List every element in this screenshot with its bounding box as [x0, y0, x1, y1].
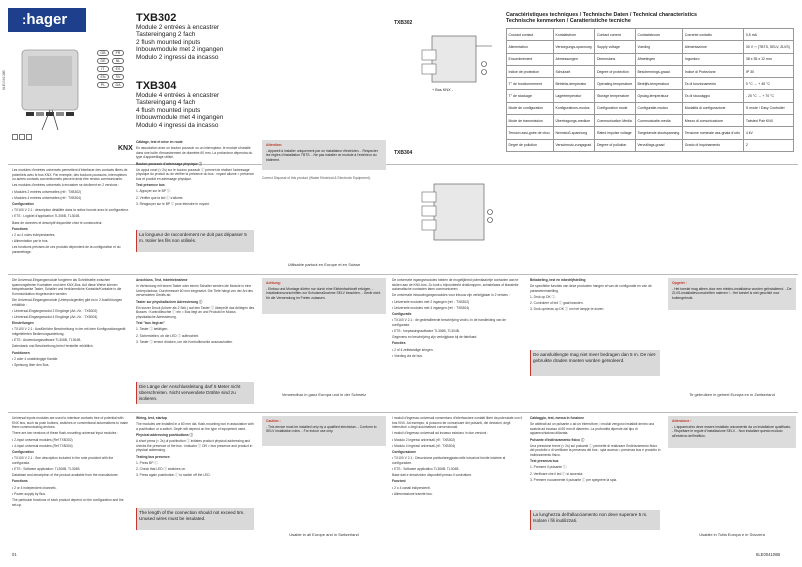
lang-badge: FR: [112, 50, 124, 56]
fr-intro: Les modules d'entrées universels permettent d'interfacer des contacts libres de potentiels avec le bus KNX. Par exemple, des boutons poussoirs, interrupteurs ou autres contacts conventionnels peuvent ainsi être rendus communicants.: [12, 168, 128, 182]
tech-cell: Storage temperature: [595, 90, 636, 102]
product-line: Inbouwmodule met 4 ingangen: [136, 114, 224, 122]
lang-badge: EN: [97, 74, 109, 80]
tech-row: [507, 41, 794, 53]
tech-cell: Ta di funzionamento: [683, 78, 744, 90]
nl-config-title: Configuratie: [392, 312, 412, 317]
product-line: Inbouwmodule met 2 ingangen: [136, 46, 224, 54]
doc-code-vertical: 6LE004108B: [2, 70, 6, 90]
tech-cell: Supply voltage: [595, 41, 636, 53]
nl-function: • Voeding via de bus.: [392, 353, 423, 358]
tech-cell: Übertragungs-medium: [553, 115, 595, 127]
tech-cell: 0,5 mA: [744, 29, 794, 41]
tech-cell: Degree of protection: [595, 65, 636, 77]
tech-row: [507, 115, 794, 127]
fr-warning: - Appareil à installer uniquement par un installateur électricien. - Respecter les règles d'installation TBTS. - Ne pas installer ce module à l'extérieur du bâtiment.: [266, 148, 378, 162]
knx-label: KNX: [118, 145, 133, 152]
de-footer: Verwendbar in ganz Europa und in der Schweiz: [281, 392, 367, 397]
nl-basis: Gegevens en beschrijving zijn verkrijgbaar bij de fabrikant.: [392, 335, 478, 340]
it-test-step: 3. Premere nuovamente il pulsante ⓘ per spegnere la spia.: [530, 477, 618, 482]
tech-cell: Nennstoß-spannung: [553, 127, 595, 139]
tech-cell: Contactstroom: [635, 29, 682, 41]
it-cabling-title: Cablaggio, test, messa in funzione: [530, 416, 585, 420]
diagram-label-txb302: TXB302: [394, 20, 413, 26]
tech-cell: Bedrijfs-temperatuur: [635, 78, 682, 90]
en-intro: Universal inputs modules are used to interface contacts free of potential with KNX bus, such as push buttons, switches or conventional automatisms to make them communicating devices.: [12, 416, 128, 430]
de-function: • Speisung über den Bus.: [12, 363, 50, 368]
diagram-label-txb304: TXB304: [394, 150, 413, 156]
product-line: Module 4 entrées à encastrer: [136, 92, 220, 99]
doc-code-footer: 6LE004108B: [756, 552, 781, 557]
de-warning: - Einbau und Montage dürfen nur durch eine Elektrofachkraft erfolgen. - Installationsvorschriften zur Schutzmaßnahme SELV beachten. - Gerät nicht für die Verwendung im Freien zulassen.: [266, 286, 381, 300]
product-photo: [12, 38, 88, 134]
section-en-cabling: [136, 416, 256, 479]
nl-warning-box: [668, 278, 796, 310]
tech-title-line: Technische kenmerken / Caratteristiche tecniche: [506, 18, 631, 25]
en-function: • 2 or 4 independent channels.: [12, 485, 57, 490]
fr-cabling-title: Câblage, test et mise en route: [136, 140, 183, 144]
de-list-item: • Universal-Eingangsmodul 2 Eingänge (Art.-Nr. : TXB302): [12, 308, 98, 313]
tech-cell: Grado di inquinamento: [683, 139, 744, 151]
fr-addr-title: Bouton poussoir d'adressage physique ⓘ: [136, 161, 202, 166]
tech-cell: Encombrement: [507, 53, 554, 65]
nl-test-step: 2. Controleer of led ⓘ gaat branden.: [530, 301, 584, 306]
tech-cell: Configuration mode: [595, 102, 636, 114]
fr-warning-title: Attention:: [266, 143, 283, 147]
section-fr-cabling: [136, 140, 256, 208]
tech-cell: Beschermings-graad: [635, 65, 682, 77]
tech-cell: Mode de configuration: [507, 102, 554, 114]
page-number: 01: [12, 552, 17, 557]
fr-warning-box: [262, 140, 386, 170]
nl-intro: De universele ingangsmodules bieden de mogelijkheid potentiaalvrije contacten aan te sluiten aan de KNX-bus. Zo kunt u bijvoorbeeld drukknoppen, schakelaars of klassieke automatische contacten laten communiceren.: [392, 278, 519, 292]
product-line: Tastereingang 4 fach: [136, 99, 196, 107]
de-highlight: Die Länge der Anschlussleitung darf 5 Meter nicht überschreiten. Nicht verwendete Drähte sind zu isolieren.: [139, 384, 241, 401]
weee-mark-icon: [26, 134, 32, 140]
product-code: TXB304: [136, 80, 177, 92]
tech-cell: Abmessungen: [553, 53, 595, 65]
tech-cell: Lagertemperatur: [553, 90, 595, 102]
tech-table: [506, 28, 794, 152]
it-basis: Base dati e descrizione disponibili presso il costruttore.: [392, 473, 473, 478]
fr-test-step: 2. Vérifier que la led ⓘ s'allume.: [136, 195, 184, 200]
de-cabling-title: Anschluss, Test, Inbetriebnahme: [136, 278, 188, 282]
tech-cell: Versorgungs-spannung: [553, 41, 595, 53]
section-nl-cabling: [530, 278, 662, 314]
fr-basis: Base de données et descriptif disponible chez le constructeur.: [12, 220, 103, 225]
nl-test-step: 1. Druk op DK ⓘ.: [530, 295, 556, 300]
section-it-cabling: [530, 416, 662, 484]
de-basis: Datenbank und Beschreibung beim Hersteller erhältlich.: [12, 344, 94, 349]
en-highlight: The length of the connection should not exceed 5m. Unused wires must be insulated.: [139, 510, 245, 521]
tech-cell: Konfigurations-modus: [553, 102, 595, 114]
fr-list-item: • Modules 2 entrées universelles (réf : TXB302): [12, 189, 82, 194]
product-line: 2 flush mounted inputs: [136, 38, 201, 46]
nl-config-item: • TX100 V 2.1 : de gedetailleerde beschrijving vindt u in de handleiding van de configurator.: [392, 318, 506, 327]
product-title-txb302: [136, 12, 256, 61]
nl-list-item: • Universele modules met 2 ingangen (ref. : TXB302): [392, 299, 470, 304]
tech-cell: Operating temperature: [595, 78, 636, 90]
it-footer: Usabile in Tutta Europa e in Svizzera: [699, 532, 765, 537]
it-test-title: Test presenza bus: [530, 459, 559, 464]
tech-cell: IP 30: [744, 65, 794, 77]
tech-cell: Configuratie-modus: [635, 102, 682, 114]
fr-test-step: 1. Appuyer sur le BP ⓘ.: [136, 189, 172, 194]
tech-cell: Afmetingen: [635, 53, 682, 65]
lang-badge: NL: [112, 58, 124, 64]
tech-row: [507, 90, 794, 102]
section-de-intro: [12, 278, 130, 369]
tech-row: [507, 29, 794, 41]
tech-cell: Mode de transmission: [507, 115, 554, 127]
en-config-item: • ETS : Software application: TL306B, TL304B.: [12, 467, 81, 472]
en-footer: Usable in all Europe and in Switzerland: [289, 532, 359, 537]
de-config-item: • ETS : Anwendungssoftware TL306B, TL304B.: [12, 338, 82, 343]
en-highlight-box: [136, 508, 254, 530]
ce-mark-icon: [12, 134, 18, 140]
fr-list-title: Les modules d'entrées universels à encastrer se déclinent en 2 versions :: [12, 183, 120, 188]
de-addr: Ein kurzer Druck (kürzer als 2 Sek.) auf den Taster ⓘ überprüft das Anliegen des Busses : Kontrollleuchte ⓘ ein = Bus liegt an und Produkt im Modus physikalische Adressierung.: [136, 305, 255, 320]
tech-cell: Twisted Pair KNX: [744, 115, 794, 127]
de-config-item: • TX100 V 2.1 : Ausführliche Beschreibung in der mit dem Konfigurationsgerät mitgelieferten Bedienungsanleitung.: [12, 327, 126, 337]
fr-weee: Correct Disposal of this product (Waste Electrical & Electronic Equipment).: [262, 176, 371, 180]
bus-label: + Bus KNX -: [432, 88, 453, 92]
lang-badge: DA: [112, 82, 124, 88]
tech-cell: Tensione nominale ass-gnata d'urto: [683, 127, 744, 139]
tech-cell: Mezzo di comunicazione: [683, 115, 744, 127]
product-line: Modulo 2 ingressi da incasso: [136, 53, 219, 61]
tech-cell: T° de fonctionnement: [507, 78, 554, 90]
nl-highlight-box: [530, 350, 660, 376]
fr-extra: Les fonctions précises de ces produits dépendent de la configuration et du paramétrage.: [12, 245, 121, 255]
nl-warning-title: Opgelet :: [672, 281, 687, 285]
tech-row: [507, 139, 794, 151]
lang-badge: IT: [97, 66, 109, 72]
de-test-step: 3. Taster ⓘ erneut drücken, um die Kontrollleuchte auszuschalten.: [136, 339, 234, 344]
lang-badge: GB: [97, 50, 109, 56]
hager-logo: :hager: [8, 8, 86, 32]
tech-cell: Courant contact: [507, 29, 554, 41]
fr-cabling: En association avec un bouton poussoir ou un interrupteur, le module s'installe dans une boîte d'encastrement de diamètre 60 mm. La profondeur dépendra du type d'appareillage utilisé.: [136, 146, 253, 160]
tech-cell: Communication Media: [595, 115, 636, 127]
lang-badge: SV: [112, 74, 124, 80]
product-line: 4 flush mounted inputs: [136, 106, 201, 114]
tech-cell: Tension assi-gnée de choc: [507, 127, 554, 139]
it-functions-title: Funzioni: [392, 479, 406, 484]
lang-badge: PL: [97, 82, 109, 88]
de-list-title: Die Universal-Eingangsmodule (Unterputzgeräte) gibt es in 2 Ausführungen erhältlich :: [12, 298, 123, 307]
section-it-intro: [392, 416, 524, 498]
en-test-step: 2. Check that LED ⓘ switches on.: [136, 467, 187, 472]
it-highlight-box: [530, 510, 660, 530]
it-config-item: • ETS : Software applicativo TL306B, TL304B.: [392, 467, 460, 472]
product-line: Module 2 entrées à encastrer: [136, 24, 220, 31]
tech-cell: Degree of pollution: [595, 139, 636, 151]
en-config-item: • TX100 V 2.1 : See description included in the note provided with the configurator.: [12, 456, 114, 465]
nl-list-item: • Universele modules met 4 ingangen (ref. : TXB304): [392, 305, 470, 310]
fr-test-step: 3. Réappuyer sur le BP ⓘ pour éteindre le voyant.: [136, 201, 210, 206]
en-addr: A short press (< 2s) of pushbutton ⓘ initiates product physical addressing and checks the presence of the bus : indicator ⓘ ON = bus presence and product in physical addressing.: [136, 439, 253, 453]
tech-cell: Corrente contatto: [683, 29, 744, 41]
tech-row: [507, 127, 794, 139]
it-test-step: 1. Premere il pulsante ⓘ.: [530, 465, 568, 470]
de-test-title: Test "bus liegt an": [136, 321, 165, 326]
en-list-item: • 2-input universal modules (Ref TXB302): [12, 437, 73, 442]
product-line: Tastereingang 2 fach: [136, 31, 196, 39]
de-warning-title: Achtung:: [266, 281, 281, 285]
tech-cell: Opslag-temperatuur: [635, 90, 682, 102]
it-warning-title: Attenzione :: [672, 419, 692, 423]
en-warning: - This device must be installed only by a qualified electrician. - Conform to SELV installation rules. - For indoor use only.: [266, 424, 377, 434]
en-warning-title: Caution :: [266, 419, 281, 423]
it-list-item: • Modulo 2 ingressi universali (rif : TXB302): [392, 437, 456, 442]
fr-footer: Utilisable partout en Europe et en Suisse: [287, 262, 361, 267]
nl-test-step: 3. Druk opnieuw op DK ⓘ om het lampje te doven.: [530, 307, 605, 312]
tech-cell: Alimentazione: [683, 41, 744, 53]
product-code: TXB302: [136, 12, 177, 24]
en-function: • Power-supply by Bus.: [12, 491, 46, 496]
tech-cell: Schutzart: [553, 65, 595, 77]
tech-cell: Kontaktstrom: [553, 29, 595, 41]
tech-cell: Voeding: [635, 41, 682, 53]
nl-functions-title: Functies: [392, 341, 406, 346]
language-badges: [97, 50, 124, 88]
fr-config-item: • ETS : Logiciel d'application TL306B, TL304B.: [12, 214, 81, 219]
section-nl-intro: [392, 278, 524, 360]
tech-cell: Communicatie-media: [635, 115, 682, 127]
de-intro: Die Universal-Eingangsmodule fungieren als Schnittstelle zwischen spannungsfreien Kontakten und dem KNX-Bus. Auf diese Weise können beispielsweise Taster, Schalter und herkömmliche Kontakte/Kontakte in die Kommunikation eingebunden werden.: [12, 278, 122, 296]
de-warning-box: [262, 278, 386, 314]
en-test-step: 3. Press again pushbutton ⓘ to switch off the LED.: [136, 473, 211, 478]
de-test-step: 1. Taster ⓘ betätigen.: [136, 327, 169, 332]
fr-config-title: Configuration: [12, 202, 34, 207]
tech-cell: Vervuilings-graad: [635, 139, 682, 151]
tech-cell: 4 kV: [744, 127, 794, 139]
en-list-item: • 4-input universal modules (Ref TXB304): [12, 443, 73, 448]
tech-cell: 2: [744, 139, 794, 151]
nl-footer: Te gebruiken in geheel Europa en in Zwitserland: [689, 392, 775, 397]
tech-cell: Indice di Protezione: [683, 65, 744, 77]
nl-function: • 2 of 4 zelfstandige kringen.: [392, 347, 434, 352]
fr-test-title: Test présence bus: [136, 183, 165, 188]
nl-highlight: De aansluitlengte mag niet meer bedragen dan 5 m. De niet-gebruikte draden moeten worden geïsoleerd.: [533, 352, 657, 363]
tech-cell: 0 °C → + 45 °C: [744, 78, 794, 90]
en-functions-title: Functions: [12, 479, 28, 484]
tech-cell: T° de stockage: [507, 90, 554, 102]
tech-cell: Rated impulse voltage: [595, 127, 636, 139]
tech-title-line: Caractéristiques techniques / Technische Daten / Technical characteristics: [506, 12, 697, 18]
nl-cabling: De specifieke functies van deze producten hangen af van de configuratie en van de parameterinstelling.: [530, 284, 652, 293]
tech-cell: 30 V ⎓ (TBTS, SELV, ZLVS): [744, 41, 794, 53]
tech-row: [507, 65, 794, 77]
de-test-step: 2. Sicherstellen, ob die LED ⓘ aufleuchtet.: [136, 333, 199, 338]
en-extra: The particular functions of each product depend on the configuration and the set-up.: [12, 498, 124, 507]
lang-badge: ES: [112, 66, 124, 72]
de-function: • 2 oder 4 unabhängige Kanäle.: [12, 356, 59, 361]
it-highlight: La lunghezza dell'allacciamento non deve superare 5 m. Isolare i fili inutilizzati.: [533, 512, 648, 523]
it-addr-title: Pulsante d'indirizzamento fisico ⓘ: [530, 437, 585, 442]
fr-functions-title: Fonctions: [12, 226, 28, 231]
it-addr: Una pressione breve (< 2s) sul pulsante ⓘ permette di realizzare l'indirizzamento fisico del prodotto o di verificare la presenza del bus : spia accesa = presenza bus e prodotto in indirizzamento fisico.: [530, 443, 661, 458]
fr-addr: Un appui court (< 2s) sur le bouton poussoir ⓘ permet de réaliser l'adressage physique du produit ou de vérifier la présence du bus : voyant allumé = présence bus et produit en adressage physique.: [136, 167, 254, 182]
de-config-title: Einstellungen: [12, 321, 34, 326]
section-de-cabling: [136, 278, 256, 346]
fr-highlight: La longueur de raccordement ne doit pas dépasser 5 m. Isoler les fils non utilisés.: [139, 232, 247, 243]
fr-function: • 2 ou 4 voies indépendantes.: [12, 233, 56, 238]
tech-cell: Degré de pollution: [507, 139, 554, 151]
de-highlight-box: [136, 382, 254, 404]
de-list-item: • Universal-Eingangsmodul 4 Eingänge (Art.-Nr. : TXB304): [12, 315, 98, 320]
tech-cell: Toegekende stootspanning: [635, 127, 682, 139]
tech-cell: 38 x 35 x 12 mm: [744, 53, 794, 65]
nl-warning: - Het toestel mag alleen door een elektro-installateur worden geïnstalleerd. - De ZLVS-installatievoorschriften naleven ! - Het toestel is niet geschikt voor buitengebruik.: [672, 286, 792, 300]
fr-highlight-box: [136, 230, 254, 252]
nl-cabling-title: Bekabeling, test en inbedrijfstelling: [530, 278, 586, 282]
tech-title: [506, 12, 796, 24]
en-config-title: Configuration: [12, 450, 34, 455]
en-cabling: The modules are installed in a 60 mm dia. flush-mounting box in association with a pushbutton or a switch. Depth will depend on the type of equipment used.: [136, 422, 254, 431]
it-intro: I moduli d'ingresso universali consentono d'interfacciare contatti liberi da potenziale con il bus KNX. Ad esempio, si possono far comunicare dei pulsanti, dei deviatori, degli interruttori o degli automatismi convenzionali.: [392, 416, 523, 430]
tech-cell: Ta di stoccaggio: [683, 90, 744, 102]
tech-cell: Indice de protection: [507, 65, 554, 77]
it-config-title: Configurazione: [392, 450, 416, 455]
tech-cell: Modalità di configurazione: [683, 102, 744, 114]
tech-row: [507, 78, 794, 90]
en-list-title: There are two versions of these flush-mounting universal input modules :: [12, 431, 119, 436]
en-test-step: 1. Press BP ⓘ.: [136, 460, 159, 465]
it-list-title: I moduli d'ingresso universali ad incasso esistono in due versioni :: [392, 431, 489, 436]
product-title-txb304: [136, 80, 256, 129]
ce-marks: [12, 134, 32, 140]
de-functions-title: Funktionen: [12, 350, 30, 355]
tech-cell: - 20 °C → + 70 °C: [744, 90, 794, 102]
lang-badge: DE: [97, 58, 109, 64]
it-list-item: • Modulo 4 ingressi universali (rif : TXB304): [392, 443, 456, 448]
fr-config-item: • TX100 V 2.1 : description détaillée dans la notice fournie avec le configurateur.: [12, 208, 129, 213]
section-en-intro: [12, 416, 130, 509]
it-cabling: Se abbinati ad un pulsante o ad un interruttore, i moduli vengono installati dentro una scatola ad incasso di 60 mm di diametro. La profondità dipende dal tipo di apparecchiatura utilizzata.: [530, 422, 655, 436]
tech-cell: Verschmutz-zungsgrad: [553, 139, 595, 151]
it-function: • Alimentazione tramite bus.: [392, 491, 433, 496]
section-fr-intro: [12, 168, 130, 256]
tech-cell: S mode / Easy Controller: [744, 102, 794, 114]
de-addr-title: Taster zur physikalischen Adressierung ⓘ: [136, 299, 203, 304]
tp-mark-icon: [19, 134, 25, 140]
nl-list-title: De universele inbouwingangsmodules voor inbouw zijn verkrijgbaar in 2 versies :: [392, 293, 510, 298]
de-cabling: In Verbindung mit einem Taster oder einem Schalter werden die Module in eine Unterputzdose, Durchmesser 60 mm eingesetzt. Die Tiefe hängt von der Art des verwendeten Geräts ab.: [136, 284, 253, 298]
en-basis: Database and description of the product available from the manufacturer.: [12, 473, 119, 478]
it-warning-box: [668, 416, 796, 448]
en-cabling-title: Wiring, test, startup: [136, 416, 167, 420]
fr-list-item: • Modules 4 entrées universelles (réf : TXB304): [12, 195, 82, 200]
tech-cell: Alimentation: [507, 41, 554, 53]
tech-row: [507, 53, 794, 65]
fr-function: • Alimentation par le bus.: [12, 239, 49, 244]
tech-row: [507, 102, 794, 114]
en-test-title: Testing bus presence: [136, 454, 170, 459]
tech-cell: Ingombro: [683, 53, 744, 65]
tech-cell: Dimensions: [595, 53, 636, 65]
nl-config-item: • ETS : toepassingssoftware TL306B, TL304B.: [392, 329, 460, 334]
it-function: • 2 o 4 canali indipendenti.: [392, 485, 431, 490]
product-line: Modulo 4 ingressi da incasso: [136, 121, 219, 129]
en-warning-box: [262, 416, 386, 446]
it-warning: - L'apparecchio deve essere installato unicamente da un installatore qualificato. - Rispettare le regole d'installazione SELV. - Non installare questo modulo all'esterno dell'edificio.: [672, 424, 792, 438]
wiring-diagram: [392, 16, 500, 256]
tech-cell: Betriebs-temperatur: [553, 78, 595, 90]
it-config-item: • TX100 V 2.1 : Descrizione particolareggiata nelle istruzioni fornite insieme al configuratore.: [392, 456, 506, 465]
brand-name: hager: [26, 11, 68, 28]
tech-cell: Contact current: [595, 29, 636, 41]
en-addr-title: Physical addressing pushbuttons ⓘ: [136, 433, 193, 438]
it-test-step: 2. Verificare che il led ⓘ si accenda.: [530, 471, 584, 476]
